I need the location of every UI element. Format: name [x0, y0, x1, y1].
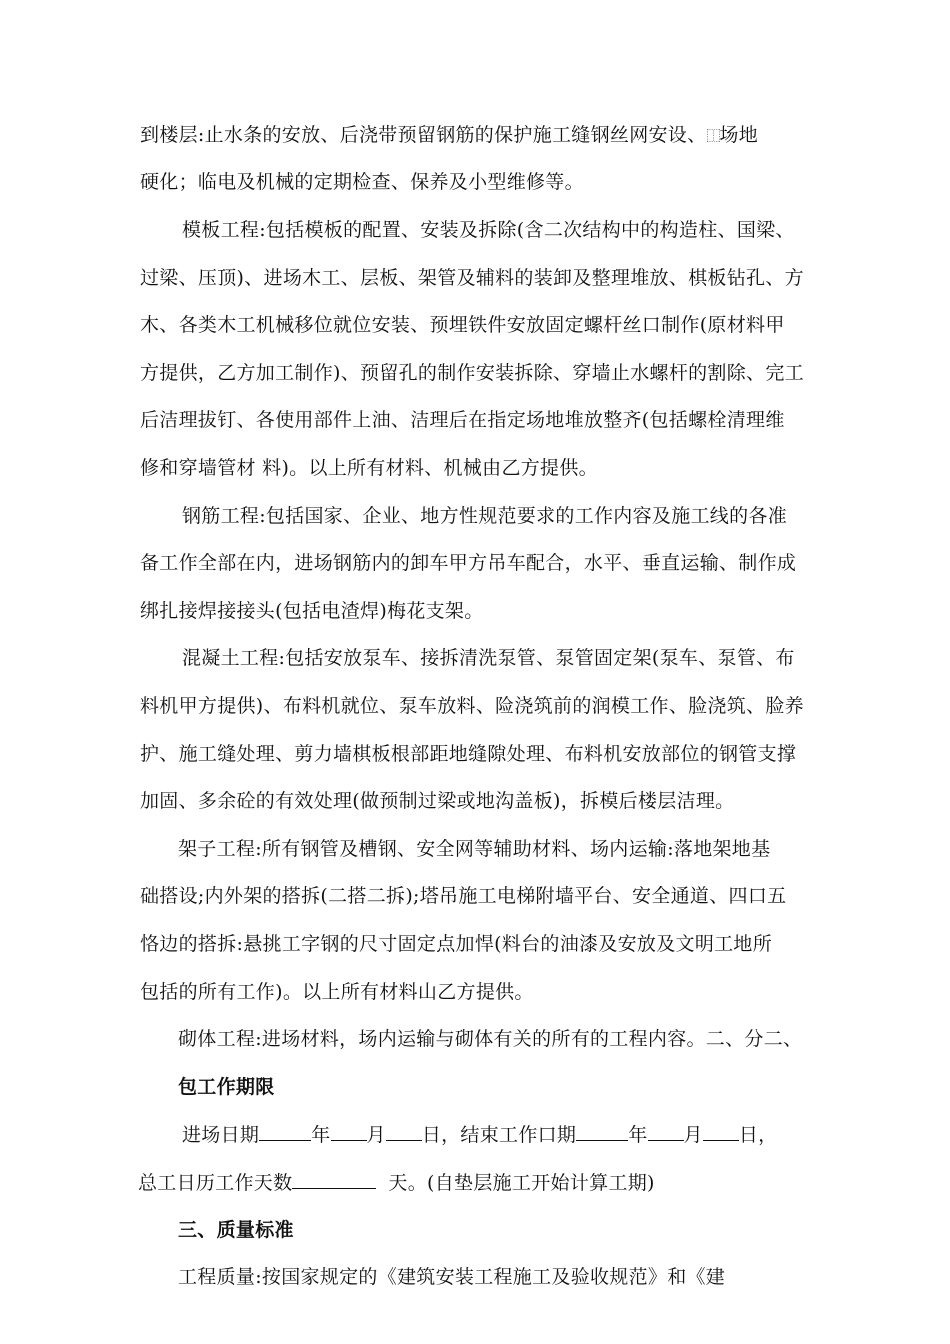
paragraph-formwork-line-6: 修和穿墙管材 料)。以上所有材料、机械由乙方提供。	[140, 457, 598, 479]
work-days-line: 总工日历工作天数 天。(自垫层施工开始计算工期)	[138, 1172, 655, 1194]
start-year-blank[interactable]	[259, 1122, 311, 1141]
paragraph-formwork-line-2: 过梁、压顶)、进场木工、层板、架管及辅料的装卸及整理堆放、棋板钻孔、方	[140, 267, 804, 289]
paragraph-rebar-line-1: 钢筋工程:包括国家、企业、地方性规范要求的工作内容及施工线的各准	[182, 505, 788, 527]
work-days-blank[interactable]	[292, 1170, 376, 1189]
quality-line-1: 工程质量:按国家规定的《建筑安装工程施工及验收规范》和《建	[178, 1266, 726, 1288]
paragraph-scaffold-line-1: 架子工程:所有钢管及槽钢、安全网等辅助材料、场内运输:落地架地基	[178, 838, 771, 860]
text-line-1: 到楼层:止水条的安放、后浇带预留钢筋的保护施工缝钢丝网安设、⿰场地	[140, 124, 759, 146]
paragraph-scaffold-line-2: 础搭设;内外架的搭拆(二搭二拆);塔吊施工电梯附墙平台、安全通道、四口五	[140, 885, 787, 907]
garbled-glyph: ⿰	[706, 129, 720, 145]
paragraph-concrete-line-4: 加固、多余砼的有效处理(做预制过梁或地沟盖板)，拆模后楼层洁理。	[140, 790, 735, 812]
paragraph-concrete-line-2: 料机甲方提供)、布料机就位、泵车放料、险浇筑前的润模工作、脸浇筑、脸养	[140, 695, 804, 717]
paragraph-scaffold-line-4: 包括的所有工作)。以上所有材料山乙方提供。	[140, 981, 534, 1003]
section3-heading: 三、质量标准	[178, 1219, 294, 1241]
paragraph-concrete-line-1: 混凝土工程:包括安放泵车、接拆清洗泵管、泵管固定架(泵车、泵管、布	[182, 647, 795, 669]
start-day-blank[interactable]	[386, 1122, 422, 1141]
text-line-2: 硬化；临电及机械的定期检查、保养及小型维修等。	[140, 171, 584, 193]
paragraph-rebar-line-2: 备工作全部在内，进场钢筋内的卸车甲方吊车配合，水平、垂直运输、制作成	[140, 552, 797, 574]
paragraph-masonry-line-1: 砌体工程:进场材料，场内运输与砌体有关的所有的工程内容。二、分二、	[178, 1028, 803, 1050]
section2-heading: 包工作期限	[178, 1076, 275, 1098]
paragraph-concrete-line-3: 护、施工缝处理、剪力墙棋板根部距地缝隙处理、布料机安放部位的钢管支撑	[140, 743, 797, 765]
paragraph-formwork-line-1: 模板工程:包括模板的配置、安装及拆除(含二次结构中的构造柱、国梁、	[182, 219, 795, 241]
end-day-blank[interactable]	[703, 1122, 739, 1141]
start-month-blank[interactable]	[331, 1122, 367, 1141]
paragraph-scaffold-line-3: 恪边的搭拆:悬挑工字钢的尺寸固定点加悍(料台的油漆及安放及文明工地所	[140, 933, 773, 955]
paragraph-formwork-line-5: 后洁理拔钉、各使用部件上油、洁理后在指定场地堆放整齐(包括螺栓清理维	[140, 409, 785, 431]
paragraph-formwork-line-4: 方提供，乙方加工制作)、预留孔的制作安装拆除、穿墙止水螺杆的割除、完工	[140, 362, 804, 384]
end-year-blank[interactable]	[576, 1122, 628, 1141]
end-month-blank[interactable]	[648, 1122, 684, 1141]
date-line: 进场日期 年 月 日，结束工作口期 年 月 日，	[182, 1124, 778, 1146]
paragraph-formwork-line-3: 木、各类木工机械移位就位安装、预埋铁件安放固定螺杆丝口制作(原材料甲	[140, 314, 785, 336]
paragraph-rebar-line-3: 绑扎接焊接接头(包括电渣焊)梅花支架。	[140, 600, 484, 622]
